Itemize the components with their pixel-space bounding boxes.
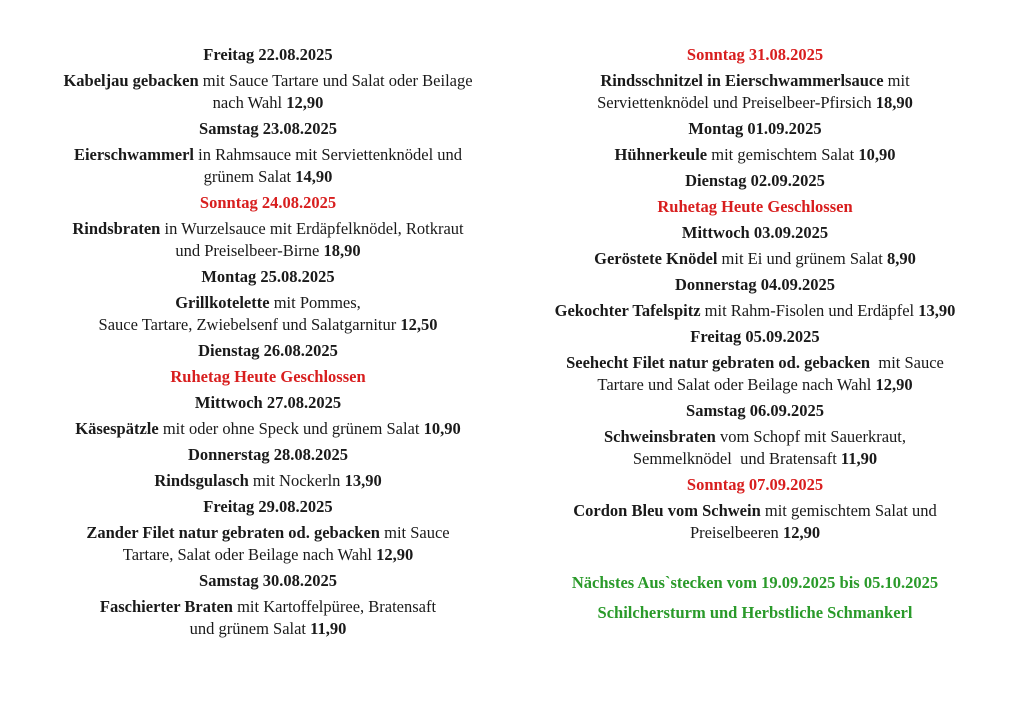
dish-line (20, 240, 516, 262)
dish-entry (20, 70, 516, 114)
dish-line (20, 618, 516, 640)
dish-line (512, 448, 998, 470)
dish-price: 12,50 (400, 315, 438, 334)
dish-name: Rindsschnitzel in Eierschwammerlsauce (600, 71, 884, 90)
date-heading: Freitag 22.08.2025 (203, 45, 333, 64)
dish-entry (20, 292, 516, 336)
dish-entry (20, 596, 516, 640)
dish-line (20, 166, 516, 188)
dish-description: Serviettenknödel und Preiselbeer-Pfirsich (597, 93, 876, 112)
dish-name: Gekochter Tafelspitz (554, 301, 701, 320)
closed-notice: Ruhetag Heute Geschlossen (170, 367, 366, 386)
dish-line (20, 544, 516, 566)
dish-description: mit (883, 71, 910, 90)
dish-entry (512, 426, 998, 470)
dish-name: Seehecht Filet natur gebraten od. gebacken (566, 353, 871, 372)
dish-line (20, 70, 516, 92)
dish-entry (512, 500, 998, 544)
date-heading: Freitag 29.08.2025 (203, 497, 333, 516)
dish-price: 12,90 (782, 523, 821, 542)
date-heading: Donnerstag 04.09.2025 (675, 275, 835, 294)
notice-dates: Nächstes Aus`stecken vom 19.09.2025 bis 05.10.2025 (571, 573, 939, 592)
dish-description: Sauce Tartare, Zwiebelsenf und Salatgarnitur (98, 315, 401, 334)
date-heading: Mittwoch 27.08.2025 (194, 393, 342, 412)
date-heading: Dienstag 02.09.2025 (685, 171, 825, 190)
dish-line (20, 522, 516, 544)
sunday-date-heading: Sonntag 07.09.2025 (686, 475, 824, 494)
dish-price: 13,90 (344, 471, 382, 490)
dish-description: mit Sauce Tartare und Salat oder Beilage (198, 71, 473, 90)
dish-name: Schweinsbraten (603, 427, 716, 446)
date-heading: Montag 25.08.2025 (201, 267, 335, 286)
dish-price: 12,90 (875, 375, 913, 394)
date-heading: Samstag 06.09.2025 (686, 401, 824, 420)
notice-subtitle: Schilchersturm und Herbstliche Schmankerl (597, 603, 913, 622)
dish-description: mit gemischtem Salat und (760, 501, 937, 520)
dish-price: 18,90 (323, 241, 361, 260)
dish-line (512, 144, 998, 166)
dish-entry (20, 418, 516, 440)
dish-line (512, 352, 998, 374)
dish-line (20, 218, 516, 240)
dish-description: mit Sauce (870, 353, 944, 372)
dish-description: mit Sauce (379, 523, 450, 542)
dish-price: 10,90 (423, 419, 461, 438)
dish-line (20, 418, 516, 440)
dish-line (20, 292, 516, 314)
dish-line (512, 70, 998, 92)
dish-name: Zander Filet natur gebraten od. gebacken (86, 523, 380, 542)
dish-line (512, 374, 998, 396)
dish-price: 11,90 (310, 619, 347, 638)
dish-line (512, 426, 998, 448)
menu-column-left (20, 44, 516, 640)
dish-name: Kabeljau gebacken (63, 71, 199, 90)
dish-description: vom Schopf mit Sauerkraut, (715, 427, 907, 446)
sunday-date-heading: Sonntag 24.08.2025 (199, 193, 337, 212)
menu-items-right (512, 44, 998, 544)
dish-price: 10,90 (858, 145, 896, 164)
date-heading: Montag 01.09.2025 (688, 119, 822, 138)
dish-description: in Rahmsauce mit Serviettenknödel und (193, 145, 463, 164)
dish-price: 14,90 (295, 167, 333, 186)
dish-line (512, 248, 998, 270)
dish-description: in Wurzelsauce mit Erdäpfelknödel, Rotkraut (160, 219, 464, 238)
dish-line (512, 92, 998, 114)
dish-description: mit Nockerln (248, 471, 345, 490)
dish-description: grünem Salat (203, 167, 296, 186)
dish-name: Grillkotelette (175, 293, 270, 312)
dish-line (20, 596, 516, 618)
dish-name: Faschierter Braten (99, 597, 233, 616)
dish-entry (512, 144, 998, 166)
dish-line (512, 300, 998, 322)
dish-entry (20, 218, 516, 262)
dish-description: mit Kartoffelpüree, Bratensaft (232, 597, 437, 616)
dish-price: 18,90 (875, 93, 913, 112)
dish-name: Eierschwammerl (73, 145, 194, 164)
dish-name: Käsespätzle (75, 419, 159, 438)
dish-line (20, 314, 516, 336)
dish-description: mit gemischtem Salat (707, 145, 859, 164)
date-heading: Donnerstag 28.08.2025 (188, 445, 348, 464)
dish-entry (512, 248, 998, 270)
date-heading: Samstag 30.08.2025 (199, 571, 337, 590)
dish-entry (20, 470, 516, 492)
dish-entry (20, 144, 516, 188)
dish-line (512, 500, 998, 522)
dish-line (20, 144, 516, 166)
dish-name: Geröstete Knödel (594, 249, 718, 268)
dish-entry (512, 300, 998, 322)
dish-description: Semmelknödel und Bratensaft (632, 449, 841, 468)
date-heading: Mittwoch 03.09.2025 (681, 223, 829, 242)
dish-description: mit Pommes, (269, 293, 361, 312)
dish-entry (512, 352, 998, 396)
dish-line (512, 522, 998, 544)
dish-name: Rindsbraten (72, 219, 161, 238)
date-heading: Freitag 05.09.2025 (690, 327, 820, 346)
closed-notice: Ruhetag Heute Geschlossen (657, 197, 853, 216)
dish-description: und Preiselbeer-Birne (175, 241, 324, 260)
dish-name: Hühnerkeule (614, 145, 708, 164)
dish-line (20, 470, 516, 492)
dish-entry (20, 522, 516, 566)
dish-description: Tartare, Salat oder Beilage nach Wahl (122, 545, 377, 564)
dish-description: mit oder ohne Speck und grünem Salat (158, 419, 424, 438)
dish-entry (512, 70, 998, 114)
dish-price: 12,90 (286, 93, 324, 112)
dish-description: Tartare und Salat oder Beilage nach Wahl (597, 375, 876, 394)
dish-description: und grünem Salat (189, 619, 311, 638)
date-heading: Dienstag 26.08.2025 (198, 341, 338, 360)
dish-price: 11,90 (840, 449, 878, 468)
dish-name: Cordon Bleu vom Schwein (573, 501, 761, 520)
sunday-date-heading: Sonntag 31.08.2025 (686, 45, 824, 64)
dish-description: Preiselbeeren (689, 523, 783, 542)
menu-column-right (512, 44, 998, 624)
dish-description: mit Rahm-Fisolen und Erdäpfel (700, 301, 919, 320)
dish-description: mit Ei und grünem Salat (717, 249, 887, 268)
dish-name: Rindsgulasch (154, 471, 249, 490)
dish-price: 13,90 (918, 301, 956, 320)
dish-price: 12,90 (376, 545, 414, 564)
dish-description: nach Wahl (212, 93, 287, 112)
dish-price: 8,90 (886, 249, 916, 268)
dish-line (20, 92, 516, 114)
date-heading: Samstag 23.08.2025 (199, 119, 337, 138)
